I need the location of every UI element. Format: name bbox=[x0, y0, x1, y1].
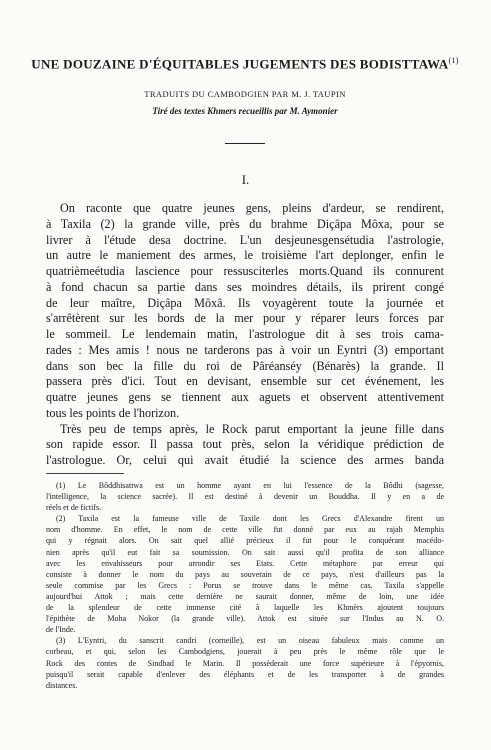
footnote-line: nien après qu'il eut fait sa soumission. On sait aussi qu'il profita de son alliance bbox=[46, 547, 444, 557]
body-text bbox=[46, 201, 444, 469]
footnote-line: (3) L'Eyntri, du sanscrit candri (corneille), est un oiseau fabuleux mais comme un bbox=[56, 636, 444, 646]
body-line: de leur maître, Diçâpa Môxâ. Ils voyagèrent toute la journée et bbox=[46, 295, 444, 310]
footnote-line: avec les envahisseurs pour arrondir ses Etats. Cette métaphore par erreur qui bbox=[46, 558, 444, 568]
title-text: UNE DOUZAINE D'ÉQUITABLES JUGEMENTS DES BODISTTAWA bbox=[31, 56, 449, 72]
footnote-line: consiste à donner le nom du pays au souverain de ce pays, n'est d'ailleurs pas la bbox=[46, 569, 444, 579]
body-line: dans son bec la fille du roi de Pâréanséy (Bénarès) la grande. Il bbox=[46, 358, 444, 373]
page-title bbox=[30, 56, 460, 72]
footnote-line: distances. bbox=[46, 680, 78, 690]
body-line: un autre le maniement des armes, le troisième l'art deplonger, enfin le bbox=[46, 248, 444, 263]
body-line: l'astrologue. Or, celui qui avait étudié la science des armes banda bbox=[46, 453, 444, 467]
body-line: Très peu de temps après, le Rock parut emportant la jeune fille dans bbox=[60, 421, 444, 436]
body-line: rades : Mes amis ! nous ne tarderons pas à voir un Eyntri (3) emportant bbox=[46, 342, 444, 357]
body-line: s'arrêtèrent sur les bords de la mer pour y réparer leurs forces par bbox=[46, 311, 444, 326]
body-line: passera près d'ici. Tout en devisant, ensemble sur cet événement, les bbox=[46, 374, 444, 389]
body-line: livrer à l'étude desa doctrine. L'un desjeunesgensétudia l'astrologie, bbox=[46, 232, 444, 247]
body-line: à Taxila (2) la grande ville, près du brahme Diçâpa Môxa, pour se bbox=[46, 216, 444, 231]
body-line: quatrièmeétudia lascience pour ressusciterles morts.Quand ils connurent bbox=[46, 264, 444, 278]
body-line: le sommeil. Le lendemain matin, l'astrologue dit à ses trois cama- bbox=[46, 327, 444, 341]
body-line: tous les points de l'horizon. bbox=[46, 405, 180, 420]
footnote-line: nom d'homme. En effet, le nom de cette ville fut donné par eux au rajah Memphis bbox=[46, 525, 444, 535]
footnote-line: seule commise par les Grecs : Porus se trouve dans le même cas. Taxila s'appelle bbox=[46, 580, 444, 590]
footnote-line: de l'Inde. bbox=[46, 625, 76, 635]
body-line: son rapide essor. Il passa tout près, selon la véridique prédiction de bbox=[46, 437, 444, 452]
translator-line: TRADUITS DU CAMBODGIEN PAR M. J. TAUPIN bbox=[144, 89, 346, 99]
footnote-line: l'intelligence, la science sacrée). Il est destiné à devenir un Bouddha. Il y en a de bbox=[46, 492, 444, 502]
body-line: à fond chacun sa partie dans ses moindres détails, ils prirent congé bbox=[46, 279, 444, 294]
body-line: quatre jeunes gens se tiennent aux aguets et observent attentivement bbox=[46, 390, 444, 404]
chapter-number: I. bbox=[241, 172, 250, 187]
footnote-line: (2) Taxila est la fameuse ville de Taxile dont les Grecs d'Alexandre firent un bbox=[56, 514, 444, 524]
footnotes bbox=[46, 480, 444, 691]
footnote-separator bbox=[46, 473, 124, 474]
body-line: On raconte que quatre jeunes gens, pleins d'ardeur, se rendirent, bbox=[60, 201, 444, 215]
separator-rule bbox=[225, 143, 265, 144]
footnote-line: qui y régnait alors. On sait quel allié précieux il fut pour le conquérant macédo- bbox=[46, 536, 444, 546]
footnote-line: réels et de fictifs. bbox=[46, 503, 102, 513]
footnote-line: aujourd'hui Attok ; mais cette dernière ne saurait donner, même de loin, une idée bbox=[46, 591, 444, 601]
title-footnote-ref: (1) bbox=[448, 56, 459, 65]
footnote-line: (1) Le Bôddhisattwa est un homme ayant en lui l'essence de la Bôdhi (sagesse, bbox=[56, 481, 444, 490]
source-line: Tiré des textes Khmers recueillis par M. Aymonier bbox=[152, 106, 338, 116]
footnote-line: puisqu'il serait capable d'enlever des éléphants et de les transporter à de grandes bbox=[46, 669, 444, 679]
footnote-line: l'épithète de Moha Nokor (la grande ville). Attok est située sur l'Indus au N. O. bbox=[46, 614, 444, 624]
footnote-line: de la splendeur de cette immense cité à laquelle les Khmèrs ajoutent toujours bbox=[46, 603, 444, 613]
footnote-line: Rock des contes de Sindbad le Marin. Il possèderait une force supérieure à l'épyornis, bbox=[46, 658, 444, 668]
footnote-line: corbeau, et qui, selon les Cambodgiens, jouerait à peu près le même rôle que le bbox=[46, 647, 444, 657]
